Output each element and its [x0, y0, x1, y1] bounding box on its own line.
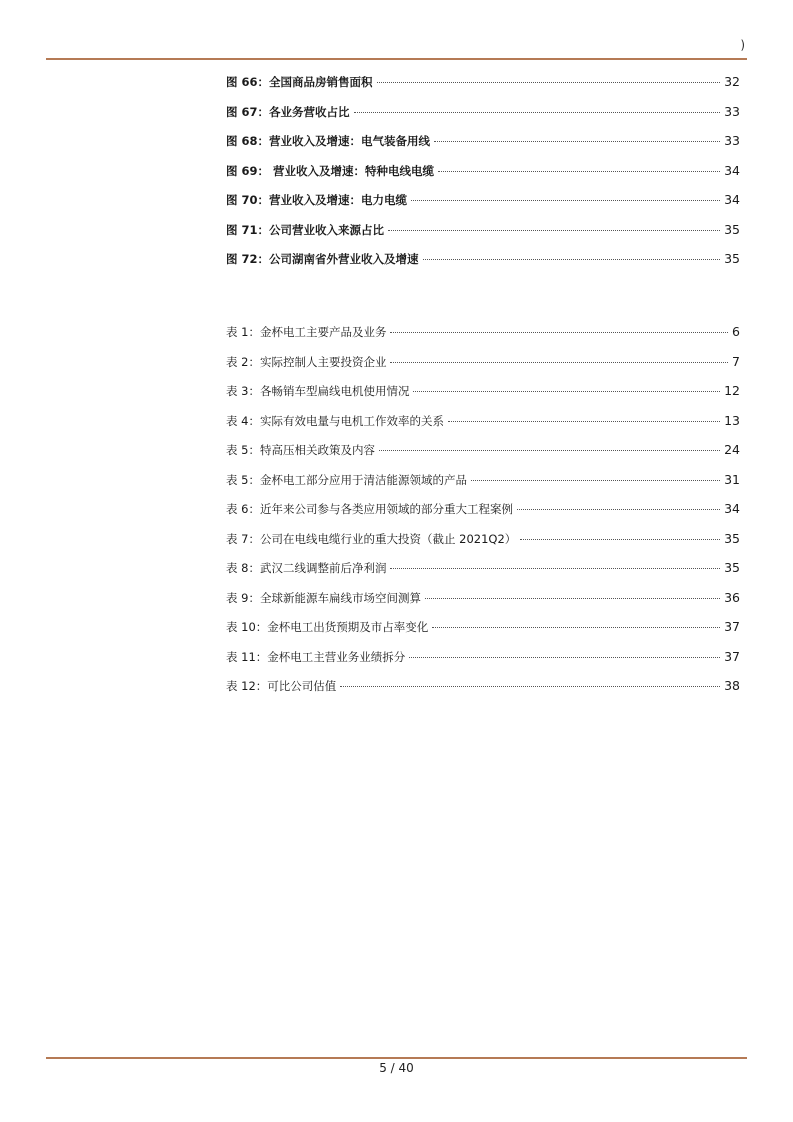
entry-page: 13: [724, 412, 740, 428]
entry-label: 表 5：特高压相关政策及内容: [226, 443, 375, 457]
entry-page: 37: [724, 648, 740, 664]
entry-label: 表 3：各畅销车型扁线电机使用情况: [226, 384, 410, 398]
dot-leader: [520, 539, 720, 540]
dot-leader: [411, 200, 720, 201]
toc-entry[interactable]: [226, 74, 740, 104]
entry-label: 图 68：营业收入及增速：电气装备用线: [226, 134, 431, 148]
toc-entry[interactable]: [226, 354, 740, 384]
entry-page: 7: [732, 353, 740, 369]
toc-entry[interactable]: [226, 678, 740, 708]
toc-entry[interactable]: [226, 163, 740, 193]
entry-label: 表 4：实际有效电量与电机工作效率的关系: [226, 413, 444, 428]
entry-page: 34: [724, 162, 740, 178]
toc-entry[interactable]: [226, 619, 740, 649]
dot-leader: [471, 480, 720, 481]
dot-leader: [390, 362, 728, 363]
toc-entry[interactable]: [226, 442, 740, 472]
table-index: [226, 324, 740, 708]
figure-index: [226, 74, 740, 281]
dot-leader: [388, 230, 720, 231]
page-number: 5 / 40: [379, 1061, 414, 1075]
toc-entry[interactable]: [226, 192, 740, 222]
entry-label: 图 72：公司湖南省外营业收入及增速: [226, 252, 419, 266]
dot-leader: [377, 82, 721, 83]
entry-page: 6: [732, 324, 740, 339]
entry-label: 表 2：实际控制人主要投资企业: [226, 354, 387, 369]
toc-entry[interactable]: [226, 413, 740, 443]
dot-leader: [409, 657, 720, 658]
dot-leader: [517, 509, 720, 510]
toc-entry[interactable]: [226, 531, 740, 561]
entry-page: 33: [724, 133, 740, 148]
toc-entry[interactable]: [226, 104, 740, 134]
dot-leader: [340, 686, 720, 687]
dot-leader: [390, 568, 720, 569]
dot-leader: [438, 171, 720, 172]
entry-page: 36: [724, 589, 740, 605]
dot-leader: [390, 332, 728, 333]
entry-label: 图 69： 营业收入及增速：特种电线电缆: [226, 163, 435, 178]
entry-label: 表 7：公司在电线电缆行业的重大投资（截止 2021Q2）: [226, 531, 517, 546]
entry-page: 34: [724, 192, 740, 207]
entry-label: 表 11：金杯电工主营业务业绩拆分: [226, 649, 406, 664]
entry-page: 31: [724, 471, 740, 487]
toc-entry[interactable]: [226, 472, 740, 502]
toc-entry[interactable]: [226, 383, 740, 413]
entry-label: 图 66：全国商品房销售面积: [226, 75, 373, 89]
dot-leader: [434, 141, 720, 142]
entry-page: 35: [724, 560, 740, 575]
toc-entry[interactable]: [226, 590, 740, 620]
dot-leader: [448, 421, 720, 422]
entry-label: 表 1：金杯电工主要产品及业务: [226, 325, 387, 339]
toc-entry[interactable]: [226, 501, 740, 531]
entry-page: 24: [724, 442, 740, 457]
entry-label: 表 8：武汉二线调整前后净利润: [226, 561, 387, 575]
top-divider: [46, 58, 747, 60]
entry-page: 35: [724, 530, 740, 546]
dot-leader: [432, 627, 720, 628]
dot-leader: [423, 259, 721, 260]
entry-page: 37: [724, 619, 740, 634]
bottom-divider: [46, 1057, 747, 1059]
toc-entry[interactable]: [226, 222, 740, 252]
dot-leader: [413, 391, 720, 392]
entry-page: 35: [724, 221, 740, 237]
dot-leader: [354, 112, 721, 113]
entry-page: 35: [724, 251, 740, 266]
dot-leader: [425, 598, 720, 599]
toc-entry[interactable]: [226, 649, 740, 679]
entry-page: 32: [724, 74, 740, 89]
entry-page: 34: [724, 501, 740, 516]
entry-label: 表 5：金杯电工部分应用于清洁能源领域的产品: [226, 472, 467, 487]
entry-label: 表 10：金杯电工出货预期及市占率变化: [226, 620, 429, 634]
entry-page: 38: [724, 678, 740, 693]
toc-entry[interactable]: [226, 251, 740, 281]
entry-label: 图 67：各业务营收占比: [226, 104, 350, 119]
entry-label: 表 12：可比公司估值: [226, 679, 337, 693]
entry-label: 表 9：全球新能源车扁线市场空间测算: [226, 590, 421, 605]
dot-leader: [379, 450, 720, 451]
toc-entry[interactable]: [226, 324, 740, 354]
entry-page: 33: [724, 103, 740, 119]
entry-label: 图 71：公司营业收入来源占比: [226, 222, 385, 237]
header-mark: ): [740, 38, 745, 52]
toc-entry[interactable]: [226, 560, 740, 590]
entry-page: 12: [724, 383, 740, 398]
entry-label: 图 70：营业收入及增速：电力电缆: [226, 193, 408, 207]
toc-entry[interactable]: [226, 133, 740, 163]
entry-label: 表 6：近年来公司参与各类应用领域的部分重大工程案例: [226, 502, 513, 516]
